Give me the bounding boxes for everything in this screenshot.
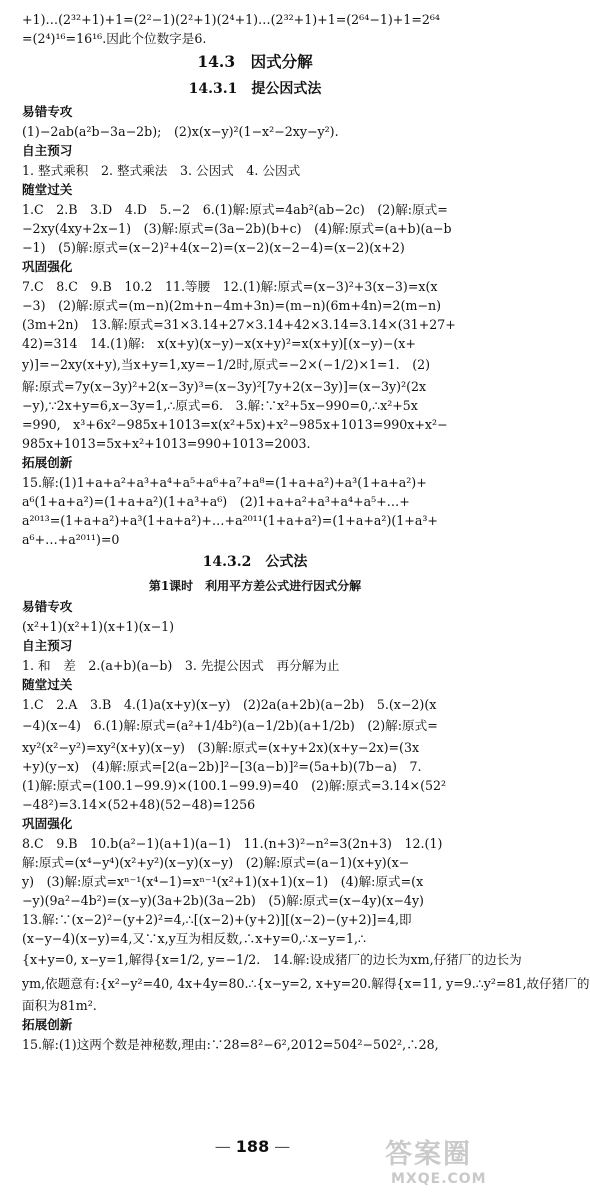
page-number: — 188 — — [214, 1137, 291, 1156]
answer-line: a⁶(1+a+a²)=(1+a+a²)(1+a³+a⁶) (2)1+a+a²+a³+a⁴+a⁵+…+ — [22, 494, 410, 509]
section-label: 易错专攻 — [22, 104, 73, 119]
answer-line: (x²+1)(x²+1)(x+1)(x−1) — [22, 619, 175, 634]
answer-line: −2xy(4xy+2x−1) (3)解:原式=(3a−2b)(b+c) (4)解:原式=(a+b)(a−b — [22, 221, 452, 236]
answer-line: 7.C 8.C 9.B 10.2 11.等腰 12.(1)解:原式=(x−3)²+3(x−3)=x(x — [22, 279, 438, 294]
answer-line: a⁶+…+a²⁰¹¹)=0 — [22, 532, 120, 547]
answer-line: 985x+1013=5x+x²+1013=990+1013=2003. — [22, 436, 311, 451]
answer-line: +1)…(2³²+1)+1=(2²−1)(2²+1)(2⁴+1)…(2³²+1)+1=(2⁶⁴−1)+1=2⁶⁴ — [22, 12, 440, 27]
answer-line: −y),∵2x+y=6,x−3y=1,∴原式=6. 3.解:∵x²+5x−990=0,∴x²+5x — [22, 398, 418, 413]
page-number-value: 188 — [235, 1137, 270, 1156]
answer-line: −1) (5)解:原式=(x−2)²+4(x−2)=(x−2)(x−2−4)=(x−2)(x+2) — [22, 240, 405, 255]
section-heading: 第1课时 利用平方差公式进行因式分解 — [148, 579, 362, 593]
answer-line: (1)解:原式=(100.1−99.9)×(100.1−99.9)=40 (2)解:原式=3.14×(52² — [22, 778, 447, 793]
answer-line: 1.C 2.B 3.D 4.D 5.−2 6.(1)解:原式=4ab²(ab−2c) (2)解:原式= — [22, 202, 448, 217]
watermark-url: MXQE.COM — [391, 1171, 487, 1187]
answer-line: −3) (2)解:原式=(m−n)(2m+n−4m+3n)=(m−n)(6m+4n)=2(m−n) — [22, 298, 441, 313]
answer-line: (x−y−4)(x−y)=4,又∵x,y互为相反数,∴x+y=0,∴x−y=1,∴ — [22, 931, 366, 946]
section-label: 巩固强化 — [22, 259, 73, 274]
section-label: 随堂过关 — [22, 677, 73, 692]
answer-line: 8.C 9.B 10.b(a²−1)(a+1)(a−1) 11.(n+3)²−n²=3(2n+3) 12.(1) — [22, 836, 443, 851]
answer-line: 解:原式=7y(x−3y)²+2(x−3y)³=(x−3y)²[7y+2(x−3y)]=(x−3y)²(2x — [22, 379, 427, 394]
answer-content — [22, 10, 590, 1054]
answer-line: 1. 整式乘积 2. 整式乘法 3. 公因式 4. 公因式 — [22, 163, 301, 178]
section-label: 巩固强化 — [22, 816, 73, 831]
watermark-logo — [385, 1140, 497, 1194]
answer-line: a²⁰¹³=(1+a+a²)+a³(1+a+a²)+…+a²⁰¹¹(1+a+a²)=(1+a+a²)(1+a³+ — [22, 513, 438, 528]
answer-line: y) (3)解:原式=xⁿ⁻¹(x⁴−1)=xⁿ⁻¹(x²+1)(x+1)(x−1) (4)解:原式=(x — [22, 874, 424, 889]
answer-line: −48²)=3.14×(52+48)(52−48)=1256 — [22, 797, 256, 812]
answer-line: =(2⁴)¹⁶=16¹⁶.因此个位数字是6. — [22, 31, 207, 46]
answer-line: 13.解:∵(x−2)²−(y+2)²=4,∴[(x−2)+(y+2)][(x−2)−(y+2)]=4,即 — [22, 912, 412, 927]
section-label: 拓展创新 — [22, 455, 73, 470]
answer-line: 15.解:(1)1+a+a²+a³+a⁴+a⁵+a⁶+a⁷+a⁸=(1+a+a²)+a³(1+a+a²)+ — [22, 475, 427, 490]
answer-line: 1.C 2.A 3.B 4.(1)a(x+y)(x−y) (2)2a(a+2b)(a−2b) 5.(x−2)(x — [22, 697, 437, 712]
answer-line: 1. 和 差 2.(a+b)(a−b) 3. 先提公因式 再分解为止 — [22, 658, 340, 673]
answer-line: −y)(9a²−4b²)=(x−y)(3a+2b)(3a−2b) (5)解:原式=(x−4y)(x−4y) — [22, 893, 424, 908]
section-heading: 14.3 因式分解 — [197, 52, 313, 71]
answer-line: +y)(y−x) (4)解:原式=[2(a−2b)]²−[3(a−b)]²=(5a+b)(7b−a) 7. — [22, 759, 422, 774]
answer-line: 15.解:(1)这两个数是神秘数,理由:∵28=8²−6²,2012=504²−502²,∴28, — [22, 1037, 439, 1052]
answer-line: (1)−2ab(a²b−3a−2b); (2)x(x−y)²(1−x²−2xy−y²). — [22, 124, 339, 139]
answer-page — [22, 10, 590, 1054]
answer-line: y)]=−2xy(x+y),当x+y=1,xy=−1/2时,原式=−2×(−1/2)×1=1. (2) — [22, 357, 431, 372]
answer-line: 42)=314 14.(1)解: x(x+y)(x−y)−x(x+y)²=x(x+y)[(x−y)−(x+ — [22, 336, 416, 351]
watermark-text: 答案圈 — [385, 1139, 472, 1170]
answer-line: (3m+2n) 13.解:原式=31×3.14+27×3.14+42×3.14=3.14×(31+27+ — [22, 317, 456, 332]
answer-line: 面积为81m². — [22, 998, 97, 1013]
section-heading: 14.3.1 提公因式法 — [188, 81, 322, 97]
section-label: 易错专攻 — [22, 599, 73, 614]
answer-line: ym,依题意有:{x²−y²=40, 4x+4y=80.∴{x−y=2, x+y=20.解得{x=11, y=9.∴y²=81,故仔猪厂的 — [22, 976, 590, 991]
answer-line: 解:原式=(x⁴−y⁴)(x²+y²)(x−y)(x−y) (2)解:原式=(a−1)(x+y)(x− — [22, 855, 410, 870]
section-label: 拓展创新 — [22, 1017, 73, 1032]
section-label: 自主预习 — [22, 638, 73, 653]
answer-line: xy²(x²−y²)=xy²(x+y)(x−y) (3)解:原式=(x+y+2x)(x+y−2x)=(3x — [22, 740, 420, 755]
answer-line: {x+y=0, x−y=1,解得{x=1/2, y=−1/2. 14.解:设成猪厂的边长为xm,仔猪厂的边长为 — [22, 952, 522, 967]
section-heading: 14.3.2 公式法 — [202, 554, 308, 570]
section-label: 随堂过关 — [22, 182, 73, 197]
answer-line: =990, x³+6x²−985x+1013=x(x²+5x)+x²−985x+1013=990x+x²− — [22, 417, 448, 432]
section-label: 自主预习 — [22, 143, 73, 158]
answer-line: −4)(x−4) 6.(1)解:原式=(a²+1/4b²)(a−1/2b)(a+1/2b) (2)解:原式= — [22, 718, 438, 733]
